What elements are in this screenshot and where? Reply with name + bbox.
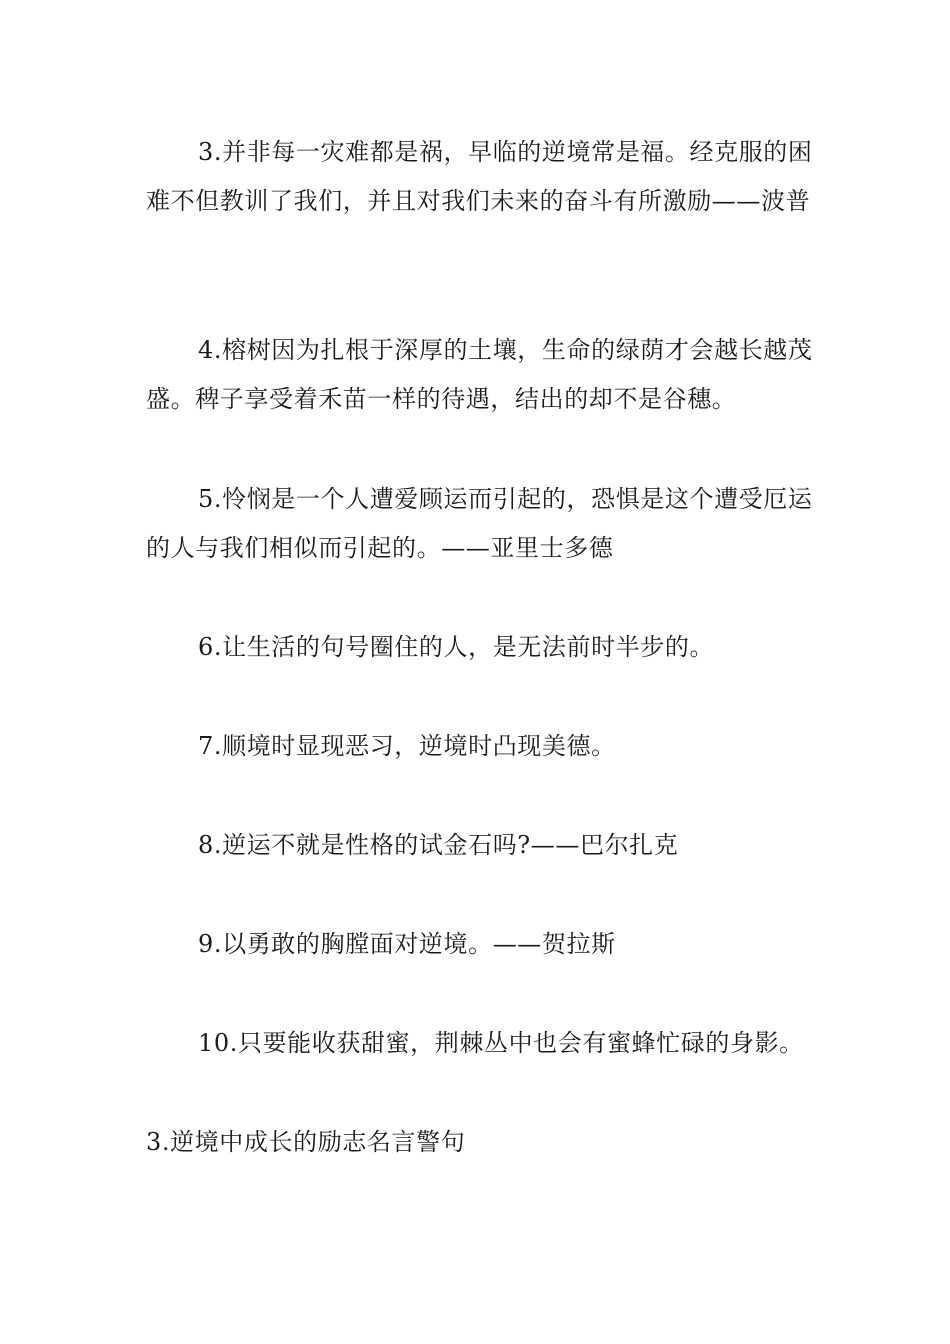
quote-paragraph: 8.逆运不就是性格的试金石吗?——巴尔扎克 — [198, 831, 679, 859]
quote-paragraph: 9.以勇敢的胸膛面对逆境。——贺拉斯 — [198, 930, 616, 958]
quote-paragraph: 6.让生活的句号圈住的人，是无法前时半步的。 — [198, 633, 715, 661]
quote-paragraph: 3.并非每一灾难都是祸，早临的逆境常是福。经克服的困难不但教训了我们，并且对我们未来的奋斗有所激励——波普 — [146, 138, 813, 215]
quote-paragraph: 7.顺境时显现恶习，逆境时凸现美德。 — [198, 732, 616, 760]
section-heading: 3.逆境中成长的励志名言警句 — [146, 1128, 466, 1156]
quote-paragraph: 4.榕树因为扎根于深厚的土壤，生命的绿荫才会越长越茂盛。稗子享受着禾苗一样的待遇，结出的却不是谷穗。 — [146, 336, 813, 413]
quote-paragraph: 5.怜悯是一个人遭爱顾运而引起的，恐惧是这个遭受厄运的人与我们相似而引起的。——亚里士多德 — [146, 485, 813, 562]
quote-paragraph: 10.只要能收获甜蜜，荆棘丛中也会有蜜蜂忙碌的身影。 — [198, 1029, 804, 1057]
